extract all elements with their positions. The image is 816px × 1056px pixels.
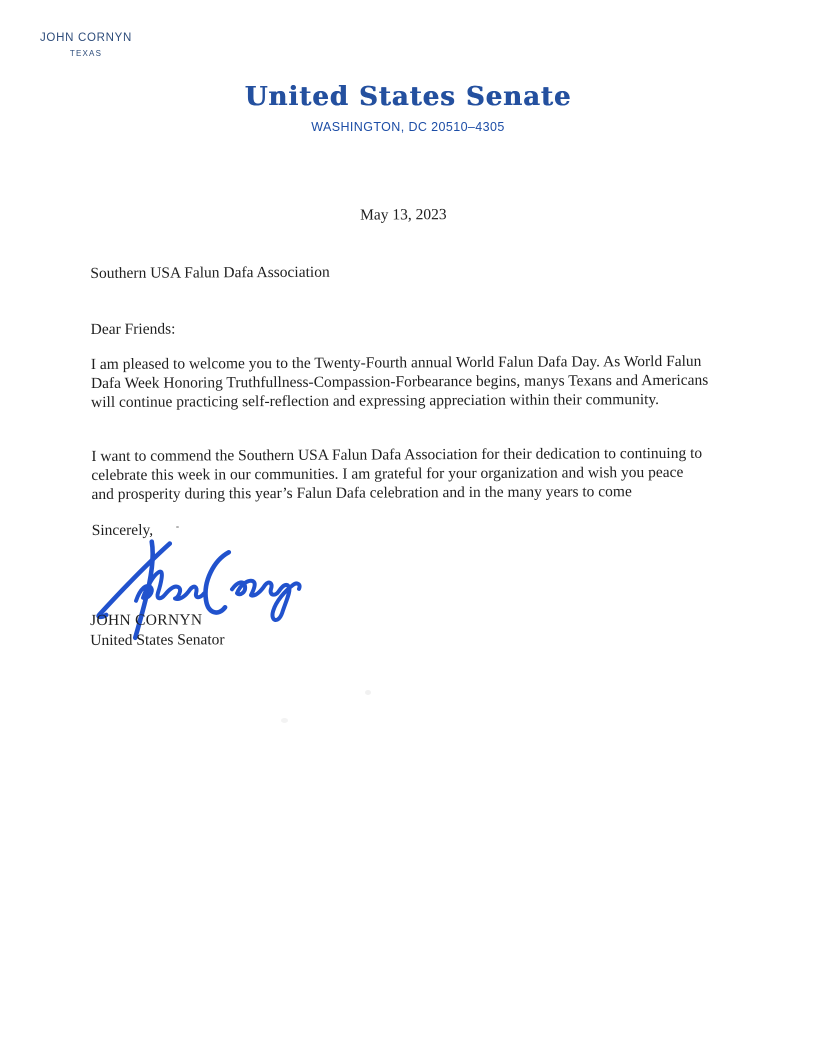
signer-title: United States Senator (90, 631, 225, 650)
sender-name: JOHN CORNYN (39, 32, 133, 44)
letterhead-sender-block (38, 32, 134, 58)
scan-speck (176, 526, 179, 528)
body-paragraph-2: I want to commend the Southern USA Falun Dafa Association for their dedication to continuing to celebrate this week in our communities. I am grateful for your organization and wish you peace and prosperity during this year’s Falun Dafa celebration and in the many years to come (91, 444, 703, 503)
org-name: United States Senate (244, 82, 572, 112)
letterhead-org-block (0, 82, 816, 134)
scan-speck (365, 690, 371, 695)
recipient-name: Southern USA Falun Dafa Association (90, 263, 330, 282)
body-paragraph-1: I am pleased to welcome you to the Twenty-Fourth annual World Falun Dafa Day. As World Falun Dafa Week Honoring Truthfullness-Compassion-Forbearance begins, manys Texans and Americans will continue practicing self-reflection and expressing appreciation within their community. (90, 352, 709, 411)
letter-date: May 13, 2023 (359, 206, 447, 224)
signer-name: JOHN CORNYN (90, 611, 203, 630)
closing: Sincerely, (91, 521, 154, 539)
sender-state: TEXAS (69, 49, 103, 58)
letter-body (90, 205, 733, 688)
org-address: WASHINGTON, DC 20510–4305 (311, 120, 505, 134)
salutation: Dear Friends: (90, 320, 176, 338)
scan-speck (281, 718, 288, 723)
